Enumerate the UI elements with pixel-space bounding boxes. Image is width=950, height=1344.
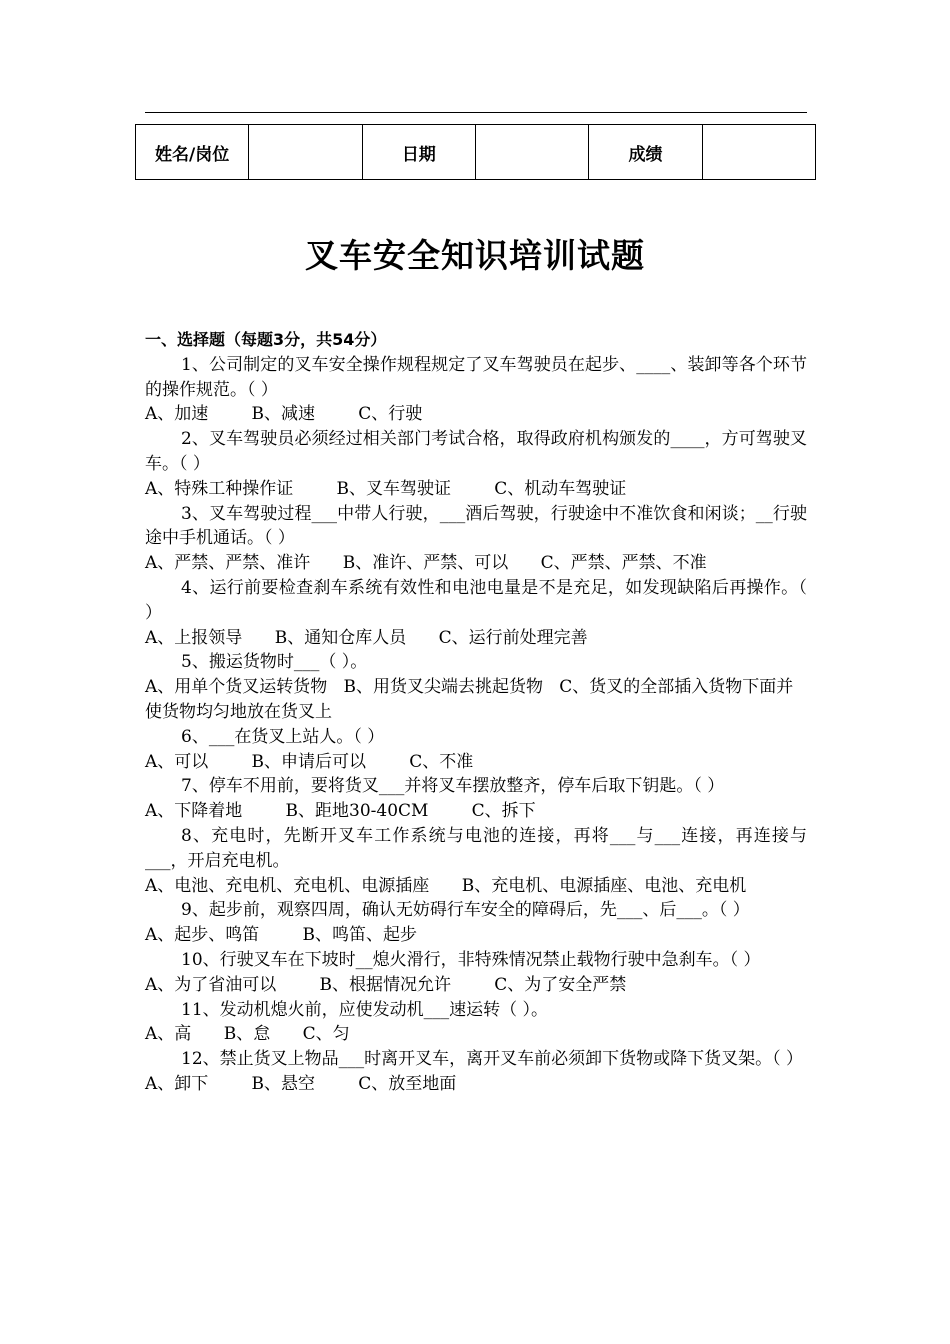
name-field[interactable] (249, 125, 362, 180)
question-1: 1、公司制定的叉车安全操作规程规定了叉车驾驶员在起步、____、装卸等各个环节的操作规范。（ ） (145, 354, 807, 400)
question-5: 5、搬运货物时___（ ）。 (181, 652, 368, 673)
question-6: 6、___在货叉上站人。（ ） (181, 726, 385, 747)
exam-content (145, 328, 807, 1097)
info-table (135, 124, 816, 180)
options-4: A、上报领导 B、通知仓库人员 C、运行前处理完善 (145, 627, 588, 648)
question-9: 9、起步前，观察四周，确认无妨碍行车安全的障碍后，先___、后___。（ ） (181, 900, 750, 921)
top-rule (145, 112, 807, 113)
options-9: A、起步、鸣笛 B、鸣笛、起步 (145, 925, 417, 946)
options-11: A、高 B、怠 C、匀 (145, 1024, 350, 1045)
date-field[interactable] (475, 125, 588, 180)
question-2: 2、叉车驾驶员必须经过相关部门考试合格，取得政府机构颁发的____，方可驾驶叉车。（ ） (145, 429, 807, 474)
score-label: 成绩 (589, 125, 702, 180)
options-3: A、严禁、严禁、准许 B、准许、严禁、可以 C、严禁、严禁、不准 (145, 553, 707, 574)
date-label: 日期 (362, 125, 475, 180)
options-5: A、用单个货叉运转货物 B、用货叉尖端去挑起货物 C、货叉的全部插入货物下面并使货物均匀地放在货叉上 (145, 677, 794, 722)
question-7: 7、停车不用前，要将货叉___并将叉车摆放整齐，停车后取下钥匙。（ ） (181, 776, 725, 797)
options-2: A、特殊工种操作证 B、叉车驾驶证 C、机动车驾驶证 (145, 478, 627, 499)
options-10: A、为了省油可以 B、根据情况允许 C、为了安全严禁 (145, 974, 627, 995)
section-heading: 一、选择题（每题3分，共54分） (145, 330, 387, 349)
question-4: 4、运行前要检查刹车系统有效性和电池电量是不是充足，如发现缺陷后再操作。（ ） (145, 577, 807, 623)
question-3: 3、叉车驾驶过程___中带人行驶，___酒后驾驶，行驶途中不准饮食和闲谈；__行驶途中手机通话。（ ） (145, 503, 807, 549)
question-12: 12、禁止货叉上物品___时离开叉车，离开叉车前必须卸下货物或降下货叉架。（ ） (181, 1049, 804, 1070)
score-field[interactable] (702, 125, 815, 180)
question-10: 10、行驶叉车在下坡时__熄火滑行，非特殊情况禁止载物行驶中急刹车。（ ） (181, 949, 761, 970)
options-7: A、下降着地 B、距地30-40CM C、拆下 (145, 801, 536, 822)
question-11: 11、发动机熄火前，应使发动机___速运转（ ）。 (181, 999, 549, 1020)
options-8: A、电池、充电机、充电机、电源插座 B、充电机、电源插座、电池、充电机 (145, 875, 747, 896)
question-8: 8、充电时，先断开叉车工作系统与电池的连接，再将___与___连接，再连接与___，开启充电机。 (145, 825, 807, 871)
name-label: 姓名/岗位 (136, 125, 249, 180)
options-6: A、可以 B、申请后可以 C、不准 (145, 751, 474, 772)
page-title: 叉车安全知识培训试题 (305, 236, 645, 275)
options-12: A、卸下 B、悬空 C、放至地面 (145, 1073, 457, 1094)
options-1: A、加速 B、减速 C、行驶 (145, 404, 423, 425)
